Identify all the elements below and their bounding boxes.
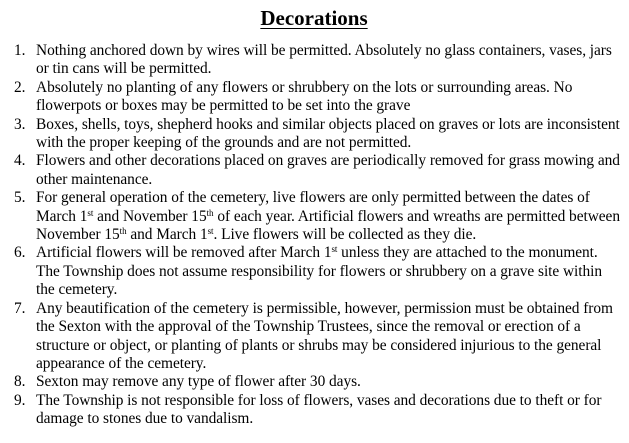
list-item <box>7 244 621 299</box>
superscript: st <box>207 226 214 237</box>
superscript: st <box>331 244 338 255</box>
list-item <box>7 189 621 244</box>
item-number: 3. <box>14 115 26 133</box>
superscript: th <box>206 207 214 218</box>
item-number: 9. <box>14 391 26 409</box>
list-item <box>7 300 621 374</box>
item-number: 6. <box>14 244 26 262</box>
list-item <box>7 42 621 79</box>
item-text: Any beautification of the cemetery is permissible, however, permission must be obtained from the Sexton with the approval of the Township Trustees, since the removal or erection of a structure or object, or planting of plants or shrubs may be considered injurious to the general appearance of the cemetery. <box>36 299 613 372</box>
rules-list <box>7 42 621 429</box>
item-number: 2. <box>14 78 26 96</box>
item-text: Flowers and other decorations placed on graves are periodically removed for grass mowing and other maintenance. <box>36 152 620 188</box>
item-text: Boxes, shells, toys, shepherd hooks and similar objects placed on graves or lots are inconsistent with the proper keeping of the grounds and are not permitted. <box>36 115 620 152</box>
item-text: Absolutely no planting of any flowers or shrubbery on the lots or surrounding areas. No flowerpots or boxes may be permitted to be set into the grave <box>36 78 573 115</box>
list-item <box>7 79 621 116</box>
list-item <box>7 116 621 153</box>
item-text: The Township is not responsible for loss of flowers, vases and decorations due to theft or for damage to stones due to vandalism. <box>36 391 602 428</box>
item-text: Artificial flowers will be removed after March 1st unless they are attached to the monument. The Township does not assume responsibility for flowers or shrubbery on a grave site within the cemetery. <box>36 244 603 299</box>
item-number: 8. <box>14 373 26 391</box>
list-item <box>7 373 621 391</box>
item-number: 4. <box>14 152 26 170</box>
item-text: Nothing anchored down by wires will be permitted. Absolutely no glass containers, vases, jars or tin cans will be permitted. <box>36 42 612 78</box>
item-number: 1. <box>14 42 26 59</box>
item-number: 5. <box>14 189 26 207</box>
list-item <box>7 392 621 429</box>
superscript: th <box>119 226 127 237</box>
page-title: Decorations <box>260 6 368 30</box>
item-number: 7. <box>14 299 26 317</box>
item-text: Sexton may remove any type of flower after 30 days. <box>36 373 361 391</box>
item-text: For general operation of the cemetery, live flowers are only permitted between the dates of March 1st and November 15th of each year. Artificial flowers and wreaths are permitted between November 15th and March 1st. Live flowers will be collected as they die. <box>36 189 620 244</box>
list-item <box>7 152 621 189</box>
superscript: st <box>87 207 94 218</box>
